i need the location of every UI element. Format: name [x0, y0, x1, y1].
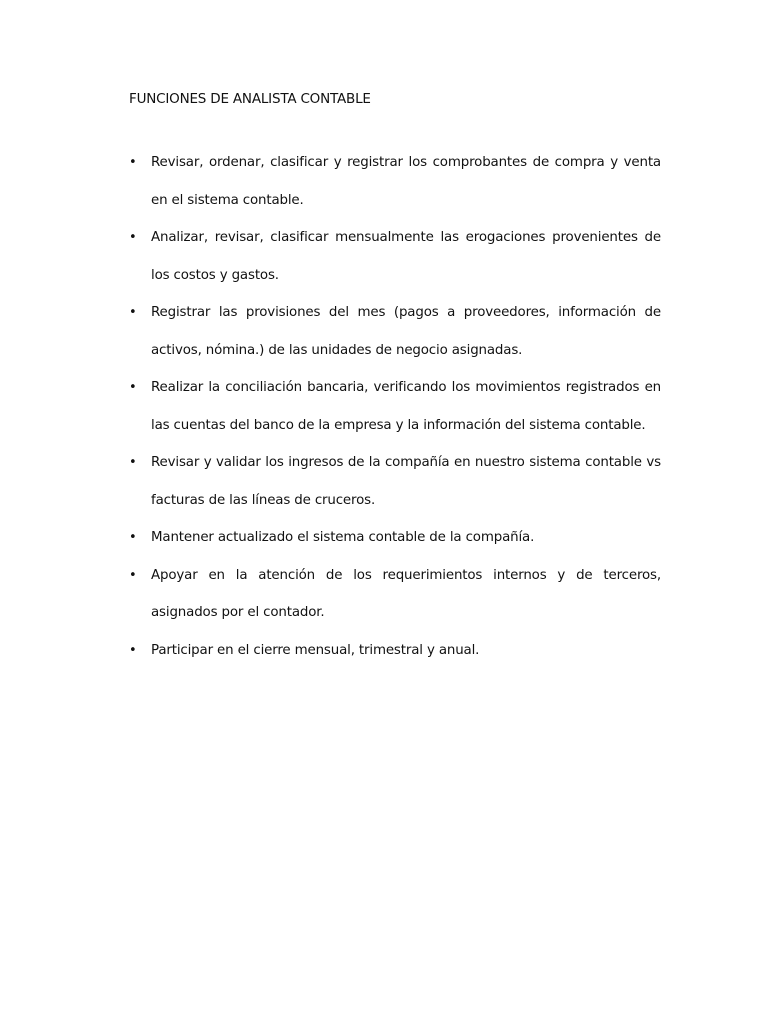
bullet-icon: • — [129, 567, 137, 583]
bullet-icon: • — [129, 455, 137, 470]
functions-list — [129, 144, 661, 669]
bullet-icon: • — [129, 305, 137, 320]
list-item-text: Analizar, revisar, clasificar mensualmente las erogaciones provenientes de los costos y gastos. — [151, 230, 661, 283]
document-title: FUNCIONES DE ANALISTA CONTABLE — [129, 91, 371, 107]
bullet-icon: • — [129, 530, 137, 545]
bullet-icon: • — [129, 155, 137, 170]
list-item-text: Mantener actualizado el sistema contable de la compañía. — [151, 530, 535, 545]
list-item — [129, 144, 661, 219]
list-item-text: Realizar la conciliación bancaria, verificando los movimientos registrados en las cuentas del banco de la empresa y la información del sistema contable. — [151, 380, 661, 433]
list-item-text: Revisar y validar los ingresos de la compañía en nuestro sistema contable vs facturas de las líneas de cruceros. — [151, 455, 661, 508]
list-item-text: Apoyar en la atención de los requerimientos internos y de terceros, asignados por el contador. — [151, 567, 661, 620]
list-item — [129, 632, 661, 670]
list-item-text: Revisar, ordenar, clasificar y registrar los comprobantes de compra y venta en el sistema contable. — [151, 155, 661, 208]
list-item — [129, 294, 661, 369]
bullet-icon: • — [129, 642, 137, 658]
bullet-icon: • — [129, 380, 137, 395]
list-item-text: Participar en el cierre mensual, trimestral y anual. — [151, 642, 480, 658]
list-item — [129, 519, 661, 557]
list-item — [129, 557, 661, 632]
list-item-text: Registrar las provisiones del mes (pagos a proveedores, información de activos, nómina.) de las unidades de negocio asignadas. — [151, 305, 661, 358]
list-item — [129, 444, 661, 519]
list-item — [129, 369, 661, 444]
bullet-icon: • — [129, 230, 137, 245]
list-item — [129, 219, 661, 294]
